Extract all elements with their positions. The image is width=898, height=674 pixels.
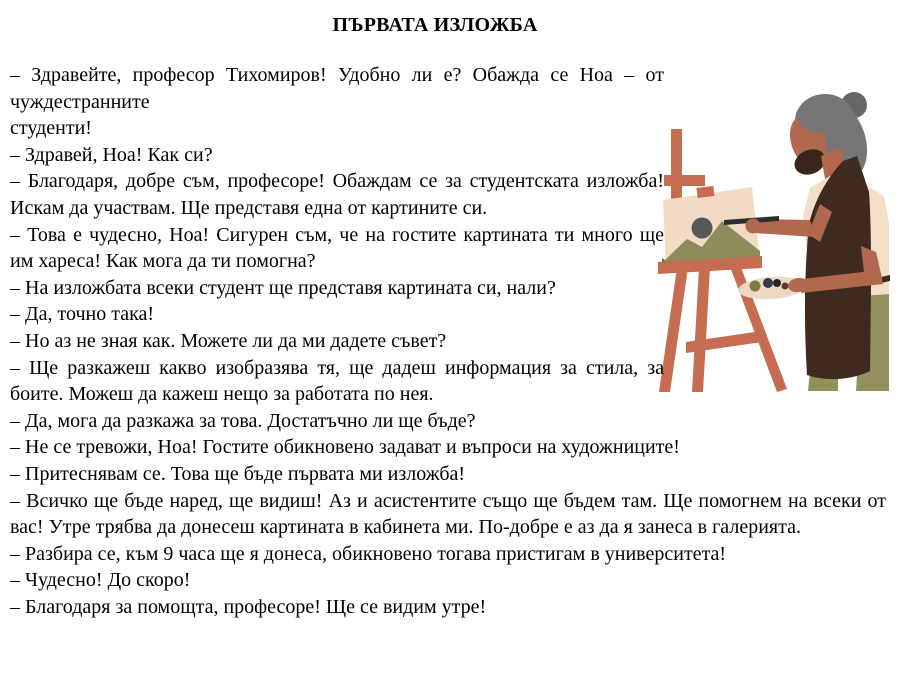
dialogue-line: – Здравей, Ноа! Как си? <box>10 143 213 166</box>
painter-at-easel-graphic <box>658 84 890 394</box>
dialogue-line: – Всичко ще бъде наред, ще видиш! Аз и асистентите също ще бъдем там. Ще помогнем на всеки от вас! Утре трябва да донесеш картината в кабинета ми. По-добре е аз да я занеса в галерията. <box>10 489 886 539</box>
dialogue-line: – Но аз не зная как. Можете ли да ми дадете съвет? <box>10 329 447 352</box>
dialogue-line: – Ще разкажеш какво изобразява тя, ще дадеш информация за стила, за боите. Можеш да кажеш нещо за работата по нея. <box>10 356 664 406</box>
dialogue-line: – Не се тревожи, Ноа! Гостите обикновено задават и въпроси на художниците! <box>10 436 680 459</box>
page-title: ПЪРВАТА ИЗЛОЖБА <box>332 14 538 36</box>
dialogue-line: – Притеснявам се. Това ще бъде първата ми изложба! <box>10 462 466 485</box>
painting-sun <box>692 218 713 239</box>
dialogue-line: – Да, точно така! <box>10 303 155 326</box>
dialogue-line: – Благодаря за помощта, професоре! Ще се видим утре! <box>10 595 487 618</box>
dialogue-line: – Здравейте, професор Тихомиров! Удобно ли е? Обажда се Ноа – от чуждестранните <box>10 64 664 113</box>
painter-illustration <box>664 62 886 395</box>
dialogue-line: – На изложбата всеки студент ще представя картината си, нали? <box>10 276 556 299</box>
document-page <box>0 12 898 620</box>
dialogue-line: – Благодаря, добре съм, професоре! Обаждам се за студентската изложба! Искам да участвам. Ще представя една от картините си. <box>10 170 664 219</box>
dialogue-line: – Разбира се, към 9 часа ще я донеса, обикновено тогава пристигам в университета! <box>10 542 727 565</box>
dialogue-line: – Това е чудесно, Ноа! Сигурен съм, че на гостите картината ти много ще им хареса! Как мога да ти помогна? <box>10 223 664 273</box>
dialogue-line: студенти! <box>10 117 92 140</box>
dialogue-line: – Да, мога да разкажа за това. Достатъчно ли ще бъде? <box>10 409 476 432</box>
easel-legs <box>658 256 787 392</box>
dialogue-line: – Чудесно! До скоро! <box>10 569 191 592</box>
